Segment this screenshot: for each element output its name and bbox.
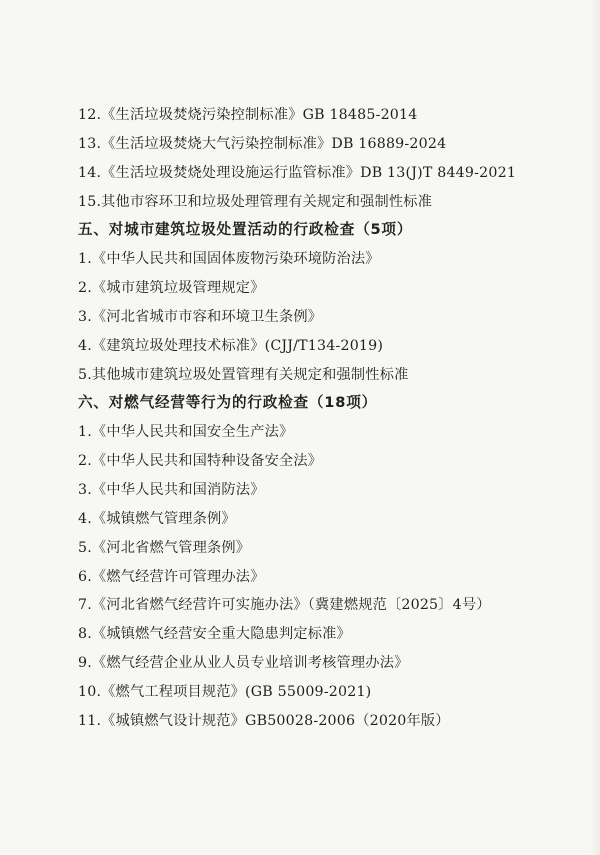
list-item: 7.《河北省燃气经营许可实施办法》（冀建燃规范〔2025〕4号） xyxy=(78,597,491,614)
list-item: 1.《中华人民共和国固体废物污染环境防治法》 xyxy=(78,251,380,268)
section-heading: 五、对城市建筑垃圾处置活动的行政检查（5项） xyxy=(78,221,413,239)
list-item: 2.《城市建筑垃圾管理规定》 xyxy=(78,280,265,297)
list-item: 14.《生活垃圾焚烧处理设施运行监管标准》DB 13(J)T 8449-2021 xyxy=(78,164,517,181)
list-item: 4.《城镇燃气管理条例》 xyxy=(78,510,236,527)
list-item: 5.《河北省燃气管理条例》 xyxy=(78,539,251,556)
list-item: 9.《燃气经营企业从业人员专业培训考核管理办法》 xyxy=(78,655,409,672)
list-item: 2.《中华人民共和国特种设备安全法》 xyxy=(78,453,323,470)
list-item: 10.《燃气工程项目规范》(GB 55009-2021) xyxy=(78,683,372,700)
section-heading: 六、对燃气经营等行为的行政检查（18项） xyxy=(78,394,377,412)
list-item: 1.《中华人民共和国安全生产法》 xyxy=(78,424,294,441)
list-item: 5.其他城市建筑垃圾处置管理有关规定和强制性标准 xyxy=(78,366,409,383)
document-body xyxy=(78,101,578,736)
list-item: 6.《燃气经营许可管理办法》 xyxy=(78,568,265,585)
list-item: 3.《河北省城市市容和环境卫生条例》 xyxy=(78,308,323,325)
list-item: 8.《城镇燃气经营安全重大隐患判定标准》 xyxy=(78,626,351,643)
list-item: 11.《城镇燃气设计规范》GB50028-2006（2020年版） xyxy=(78,712,450,729)
list-item: 13.《生活垃圾焚烧大气污染控制标准》DB 16889-2024 xyxy=(78,135,447,152)
list-item: 3.《中华人民共和国消防法》 xyxy=(78,481,265,498)
list-item: 15.其他市容环卫和垃圾处理管理有关规定和强制性标准 xyxy=(78,193,433,210)
list-item: 12.《生活垃圾焚烧污染控制标准》GB 18485-2014 xyxy=(78,107,418,123)
page-edge-shadow xyxy=(590,0,600,855)
list-item: 4.《建筑垃圾处理技术标准》(CJJ/T134-2019) xyxy=(78,337,384,354)
